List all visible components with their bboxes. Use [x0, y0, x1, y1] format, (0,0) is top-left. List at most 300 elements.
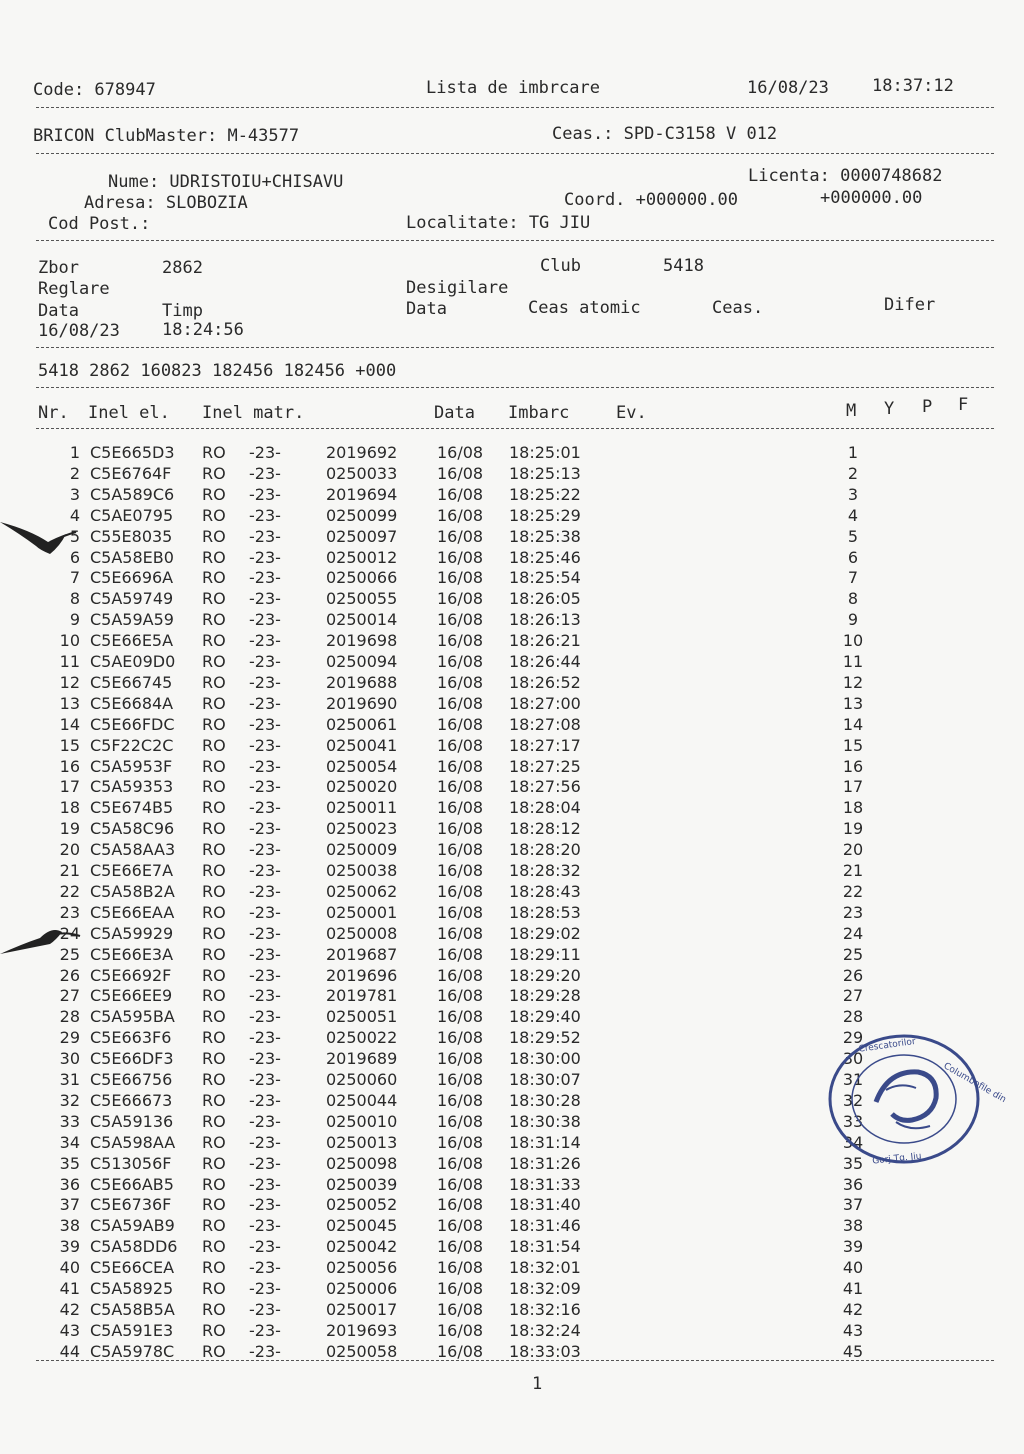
cell-imbarc-time: 18:31:46: [509, 1216, 581, 1236]
table-row: [0, 924, 1024, 945]
cell-m: 4: [847, 505, 859, 525]
cell-inel-el: C5A58B5A: [90, 1299, 175, 1319]
cell-country: RO: [202, 944, 226, 964]
cell-date: 16/08: [437, 1153, 484, 1173]
cell-inel-matr: 2019687: [326, 944, 398, 964]
cell-country: RO: [202, 484, 226, 504]
cell-nr: 11: [59, 652, 80, 671]
svg-text:Gorj Tg. Jiu: Gorj Tg. Jiu: [871, 1151, 922, 1167]
cell-country: RO: [202, 1216, 226, 1236]
cell-nr: 2: [69, 463, 80, 483]
cell-imbarc-time: 18:28:32: [509, 861, 581, 880]
cell-year: -23-: [249, 652, 281, 671]
cell-year: -23-: [249, 1216, 281, 1236]
cell-country: RO: [202, 568, 226, 588]
cell-inel-matr: 0250038: [326, 861, 398, 880]
cell-year: -23-: [249, 756, 281, 776]
cell-imbarc-time: 18:28:20: [509, 840, 581, 860]
cell-imbarc-time: 18:25:29: [509, 505, 581, 525]
col-header-p: P: [922, 397, 933, 417]
cell-date: 16/08: [437, 631, 484, 651]
cell-nr: 5: [69, 526, 80, 546]
cell-inel-el: C5E66FDC: [90, 714, 175, 734]
cell-year: -23-: [249, 777, 281, 797]
cell-inel-el: C5A591E3: [90, 1320, 174, 1340]
cell-country: RO: [202, 1028, 226, 1048]
cell-inel-matr: 0250045: [326, 1216, 398, 1236]
club-seal-stamp: [826, 1032, 1008, 1167]
cell-inel-matr: 0250097: [326, 526, 398, 546]
col-header-y: Y: [884, 399, 895, 419]
cell-inel-matr: 0250008: [326, 923, 398, 943]
table-row: [0, 945, 1024, 966]
cell-m: 42: [842, 1299, 864, 1319]
cell-imbarc-time: 18:30:07: [509, 1070, 581, 1089]
cell-m: 28: [842, 1007, 864, 1027]
cell-country: RO: [202, 861, 226, 880]
cell-inel-matr: 0250022: [326, 1028, 398, 1048]
cell-m: 8: [847, 589, 859, 609]
cell-inel-matr: 0250011: [326, 798, 398, 818]
cell-inel-matr: 0250033: [326, 463, 398, 483]
cell-imbarc-time: 18:33:03: [509, 1341, 581, 1361]
cell-year: -23-: [249, 944, 281, 964]
cell-country: RO: [202, 881, 226, 901]
cell-date: 16/08: [437, 986, 484, 1006]
table-row: [0, 1279, 1024, 1300]
cell-nr: 26: [59, 965, 80, 985]
cell-country: RO: [202, 1279, 226, 1298]
cell-date: 16/08: [437, 798, 484, 818]
cell-inel-matr: 2019696: [326, 965, 398, 985]
cell-date: 16/08: [437, 965, 484, 985]
cell-nr: 15: [59, 735, 80, 755]
cell-m: 2: [847, 463, 859, 483]
cell-imbarc-time: 18:28:04: [509, 798, 581, 818]
cell-m: 35: [842, 1153, 864, 1173]
cell-inel-el: C55E8035: [90, 526, 173, 546]
cell-nr: 7: [69, 568, 80, 588]
col-header-imbarc: Imbarc: [508, 403, 570, 423]
cell-year: -23-: [249, 986, 281, 1006]
cell-inel-el: C5A589C6: [90, 484, 175, 504]
cell-inel-el: C5A59929: [90, 923, 174, 943]
cell-year: -23-: [249, 1070, 281, 1089]
cell-date: 16/08: [437, 505, 484, 525]
cell-date: 16/08: [437, 714, 484, 734]
cell-year: -23-: [249, 505, 281, 525]
cell-inel-el: C5A58B2A: [90, 881, 175, 901]
cell-inel-el: C5A59353: [90, 777, 174, 797]
cell-year: -23-: [249, 526, 281, 546]
cell-m: 31: [842, 1070, 864, 1089]
cell-country: RO: [202, 526, 226, 546]
cell-country: RO: [202, 840, 226, 860]
cell-year: -23-: [249, 631, 281, 651]
cell-country: RO: [202, 652, 226, 671]
cell-year: -23-: [249, 1028, 281, 1048]
cell-imbarc-time: 18:27:25: [509, 756, 581, 776]
cell-inel-matr: 0250052: [326, 1195, 398, 1215]
cell-imbarc-time: 18:26:21: [509, 631, 581, 651]
cell-m: 16: [842, 756, 864, 776]
cell-inel-matr: 2019698: [326, 631, 398, 651]
cell-inel-el: C5A5978C: [90, 1341, 175, 1361]
cell-inel-el: C5E6764F: [90, 463, 172, 483]
cell-country: RO: [202, 463, 226, 483]
cell-nr: 3: [69, 484, 80, 504]
cell-country: RO: [202, 798, 226, 818]
cell-year: -23-: [249, 1237, 281, 1257]
cell-date: 16/08: [437, 944, 484, 964]
cell-m: 19: [842, 819, 864, 839]
cell-imbarc-time: 18:31:33: [509, 1174, 581, 1194]
flight-number: 2862: [162, 258, 203, 278]
cell-date: 16/08: [437, 777, 484, 797]
cell-year: -23-: [249, 881, 281, 901]
cell-m: 25: [842, 944, 864, 964]
cell-imbarc-time: 18:29:52: [509, 1028, 581, 1048]
cell-country: RO: [202, 1111, 226, 1131]
cell-inel-matr: 0250055: [326, 589, 398, 609]
cell-inel-matr: 0250044: [326, 1090, 398, 1110]
cell-country: RO: [202, 1007, 226, 1027]
cell-country: RO: [202, 589, 226, 609]
cell-imbarc-time: 18:30:28: [509, 1090, 581, 1110]
cell-imbarc-time: 18:28:53: [509, 902, 581, 922]
cell-date: 16/08: [437, 1320, 484, 1340]
cell-date: 16/08: [437, 923, 484, 943]
cell-nr: 44: [59, 1341, 80, 1361]
cell-date: 16/08: [437, 1258, 484, 1278]
cell-m: 34: [842, 1132, 864, 1152]
cell-country: RO: [202, 1132, 226, 1152]
cell-date: 16/08: [437, 1195, 484, 1215]
cell-m: 6: [847, 547, 859, 567]
svg-text:Columbofile din: Columbofile din: [941, 1061, 1008, 1106]
table-row: [0, 443, 1024, 464]
cell-nr: 6: [69, 547, 80, 567]
cell-m: 17: [842, 777, 864, 797]
cell-nr: 18: [59, 798, 80, 818]
cell-imbarc-time: 18:27:17: [509, 735, 581, 755]
header-date: 16/08/23: [747, 78, 829, 98]
cell-year: -23-: [249, 1174, 281, 1194]
cell-imbarc-time: 18:27:56: [509, 777, 581, 797]
cell-m: 20: [842, 840, 864, 860]
clock-label: Ceas.: [712, 298, 764, 318]
cell-nr: 27: [59, 986, 80, 1006]
table-row: [0, 840, 1024, 861]
cell-imbarc-time: 18:27:00: [509, 693, 581, 713]
reg-date: 16/08/23: [38, 321, 120, 341]
table-row: [0, 986, 1024, 1007]
cell-m: 29: [842, 1028, 864, 1048]
cell-nr: 32: [59, 1090, 80, 1110]
cell-year: -23-: [249, 568, 281, 588]
cell-nr: 4: [69, 505, 80, 525]
cell-nr: 8: [69, 589, 80, 609]
cell-year: -23-: [249, 923, 281, 943]
cell-m: 22: [842, 881, 864, 901]
cell-country: RO: [202, 1174, 226, 1194]
col-header-m: M: [846, 401, 857, 421]
divider: [36, 240, 994, 241]
cell-m: 33: [842, 1111, 864, 1131]
cell-m: 12: [842, 672, 864, 692]
cell-imbarc-time: 18:29:11: [509, 944, 581, 964]
cell-m: 23: [842, 902, 864, 922]
cell-inel-el: C5A5953F: [90, 756, 173, 776]
cell-inel-matr: 2019689: [326, 1049, 398, 1069]
cell-inel-matr: 0250060: [326, 1070, 398, 1089]
cell-imbarc-time: 18:28:12: [509, 819, 581, 839]
table-row: [0, 610, 1024, 631]
cell-inel-el: C5AE0795: [90, 505, 174, 525]
cell-year: -23-: [249, 463, 281, 483]
cell-year: -23-: [249, 902, 281, 922]
cell-inel-matr: 0250023: [326, 819, 398, 839]
cell-year: -23-: [249, 1341, 281, 1361]
cell-imbarc-time: 18:32:24: [509, 1320, 581, 1340]
cell-nr: 34: [59, 1132, 80, 1152]
cell-year: -23-: [249, 693, 281, 713]
cell-nr: 14: [59, 714, 80, 734]
cell-date: 16/08: [437, 568, 484, 588]
cell-year: -23-: [249, 1007, 281, 1027]
cell-country: RO: [202, 1341, 226, 1361]
cell-inel-matr: 0250014: [326, 610, 398, 630]
cell-date: 16/08: [437, 672, 484, 692]
cell-m: 10: [842, 631, 864, 651]
cell-year: -23-: [249, 1258, 281, 1278]
cell-date: 16/08: [437, 1237, 484, 1257]
cell-nr: 42: [59, 1299, 80, 1319]
cell-imbarc-time: 18:29:28: [509, 986, 581, 1006]
cell-m: 24: [842, 923, 864, 943]
cell-m: 32: [842, 1090, 864, 1110]
cell-inel-el: C5A59AB9: [90, 1216, 175, 1236]
cell-imbarc-time: 18:29:20: [509, 965, 581, 985]
cell-imbarc-time: 18:25:54: [509, 568, 581, 588]
cell-year: -23-: [249, 798, 281, 818]
cell-year: -23-: [249, 672, 281, 692]
cell-country: RO: [202, 986, 226, 1006]
cell-inel-matr: 0250012: [326, 547, 398, 567]
cell-country: RO: [202, 1090, 226, 1110]
table-row: [0, 1300, 1024, 1321]
col-header-ev: Ev.: [616, 403, 647, 423]
cell-date: 16/08: [437, 1090, 484, 1110]
cell-inel-matr: 0250013: [326, 1132, 398, 1152]
cell-nr: 9: [69, 610, 80, 630]
owner-name: Nume: UDRISTOIU+CHISAVU: [108, 172, 344, 192]
cell-inel-matr: 0250041: [326, 735, 398, 755]
table-row: [0, 1195, 1024, 1216]
cell-nr: 33: [59, 1111, 80, 1131]
cell-inel-el: C5E6736F: [90, 1195, 172, 1215]
cell-imbarc-time: 18:32:01: [509, 1258, 581, 1278]
cell-date: 16/08: [437, 840, 484, 860]
unseal-date-label: Data: [406, 299, 447, 319]
cell-imbarc-time: 18:30:00: [509, 1049, 581, 1069]
divider: [36, 107, 994, 108]
cell-inel-matr: 0250094: [326, 652, 398, 671]
cell-year: -23-: [249, 819, 281, 839]
bird-mark-icon: [0, 505, 80, 558]
cell-year: -23-: [249, 1049, 281, 1069]
cell-m: 21: [842, 861, 864, 880]
cell-inel-matr: 2019693: [326, 1320, 398, 1340]
cell-inel-el: C5E66E7A: [90, 861, 174, 880]
cell-nr: 25: [59, 944, 80, 964]
cell-date: 16/08: [437, 589, 484, 609]
cell-inel-matr: 0250099: [326, 505, 398, 525]
cell-m: 40: [842, 1258, 864, 1278]
cell-year: -23-: [249, 1090, 281, 1110]
table-row: [0, 882, 1024, 903]
cell-year: -23-: [249, 840, 281, 860]
cell-inel-el: C5E66756: [90, 1070, 173, 1089]
cell-inel-matr: 0250010: [326, 1111, 398, 1131]
cell-date: 16/08: [437, 881, 484, 901]
cell-m: 27: [842, 986, 864, 1006]
club-number: 5418: [663, 256, 704, 276]
cell-imbarc-time: 18:26:44: [509, 652, 581, 671]
cell-inel-matr: 0250098: [326, 1153, 398, 1173]
divider: [36, 347, 994, 348]
cell-nr: 37: [59, 1195, 80, 1215]
cell-country: RO: [202, 610, 226, 630]
cell-year: -23-: [249, 714, 281, 734]
cell-inel-matr: 0250017: [326, 1299, 398, 1319]
cell-inel-el: C5E6696A: [90, 568, 174, 588]
cell-nr: 21: [59, 861, 80, 880]
cell-inel-el: C5A58DD6: [90, 1237, 178, 1257]
cell-nr: 43: [59, 1320, 80, 1340]
cell-imbarc-time: 18:30:38: [509, 1111, 581, 1131]
table-row: [0, 1175, 1024, 1196]
col-header-f: F: [958, 395, 969, 415]
flight-label: Zbor: [38, 258, 79, 278]
cell-m: 9: [847, 610, 859, 630]
divider: [36, 428, 994, 429]
cell-inel-matr: 0250061: [326, 714, 398, 734]
cell-year: -23-: [249, 1132, 281, 1152]
cell-inel-matr: 0250056: [326, 1258, 398, 1278]
cell-date: 16/08: [437, 819, 484, 839]
col-header-data: Data: [434, 403, 475, 423]
cell-country: RO: [202, 505, 226, 525]
cell-country: RO: [202, 1299, 226, 1319]
code-label: Code: 678947: [33, 80, 156, 100]
cell-nr: 36: [59, 1174, 80, 1194]
reg-time: 18:24:56: [162, 320, 244, 340]
cell-date: 16/08: [437, 547, 484, 567]
table-row: [0, 464, 1024, 485]
cell-nr: 1: [69, 443, 80, 462]
desigilare-label: Desigilare: [406, 278, 509, 298]
cell-country: RO: [202, 1153, 226, 1173]
cell-country: RO: [202, 735, 226, 755]
cell-nr: 10: [59, 631, 80, 651]
cell-nr: 16: [59, 756, 80, 776]
cell-date: 16/08: [437, 1299, 484, 1319]
cell-inel-matr: 0250054: [326, 756, 398, 776]
cell-year: -23-: [249, 1153, 281, 1173]
cell-country: RO: [202, 756, 226, 776]
cell-date: 16/08: [437, 1111, 484, 1131]
cell-country: RO: [202, 923, 226, 943]
cell-inel-el: C5A598AA: [90, 1132, 176, 1152]
cell-inel-el: C5A59A59: [90, 610, 174, 630]
cell-nr: 40: [59, 1258, 80, 1278]
cell-inel-el: C5A58925: [90, 1279, 174, 1298]
cell-m: 38: [842, 1216, 864, 1236]
cell-country: RO: [202, 672, 226, 692]
table-row: [0, 1007, 1024, 1028]
cell-country: RO: [202, 777, 226, 797]
cell-date: 16/08: [437, 756, 484, 776]
cell-date: 16/08: [437, 1174, 484, 1194]
table-row: [0, 798, 1024, 819]
page-number: 1: [532, 1374, 543, 1394]
cell-date: 16/08: [437, 443, 484, 462]
cell-inel-el: C5E66DF3: [90, 1049, 174, 1069]
cell-imbarc-time: 18:32:09: [509, 1279, 581, 1298]
cell-inel-el: C5E663F6: [90, 1028, 172, 1048]
divider: [36, 1360, 994, 1361]
cell-date: 16/08: [437, 902, 484, 922]
club-label: Club: [540, 256, 581, 276]
cell-inel-matr: 2019690: [326, 693, 398, 713]
cell-imbarc-time: 18:26:13: [509, 610, 581, 630]
table-row: [0, 631, 1024, 652]
divider: [36, 153, 994, 154]
header-time: 18:37:12: [872, 76, 954, 96]
cell-inel-matr: 0250058: [326, 1341, 398, 1361]
document-title: Lista de imbrcare: [426, 78, 600, 98]
cell-m: 7: [847, 568, 859, 588]
cell-date: 16/08: [437, 652, 484, 671]
cell-inel-matr: 2019694: [326, 484, 398, 504]
cell-imbarc-time: 18:31:14: [509, 1132, 581, 1152]
cell-m: 14: [842, 714, 864, 734]
cell-country: RO: [202, 547, 226, 567]
cell-year: -23-: [249, 1299, 281, 1319]
cell-inel-el: C5E66AB5: [90, 1174, 174, 1194]
cell-m: 1: [847, 443, 859, 462]
cell-date: 16/08: [437, 1028, 484, 1048]
reg-date-label: Data: [38, 301, 79, 321]
cell-country: RO: [202, 1237, 226, 1257]
cell-date: 16/08: [437, 1070, 484, 1089]
reg-time-label: Timp: [162, 301, 203, 321]
cell-m: 11: [842, 652, 864, 671]
cell-country: RO: [202, 1258, 226, 1278]
cell-nr: 39: [59, 1237, 80, 1257]
cell-m: 30: [842, 1049, 864, 1069]
cell-inel-matr: 2019781: [326, 986, 398, 1006]
cell-inel-el: C5E66CEA: [90, 1258, 175, 1278]
cell-date: 16/08: [437, 1216, 484, 1236]
cell-year: -23-: [249, 1195, 281, 1215]
cell-country: RO: [202, 902, 226, 922]
cell-m: 5: [847, 526, 859, 546]
cell-inel-matr: 0250001: [326, 902, 398, 922]
table-row: [0, 694, 1024, 715]
difference-label: Difer: [884, 295, 936, 315]
